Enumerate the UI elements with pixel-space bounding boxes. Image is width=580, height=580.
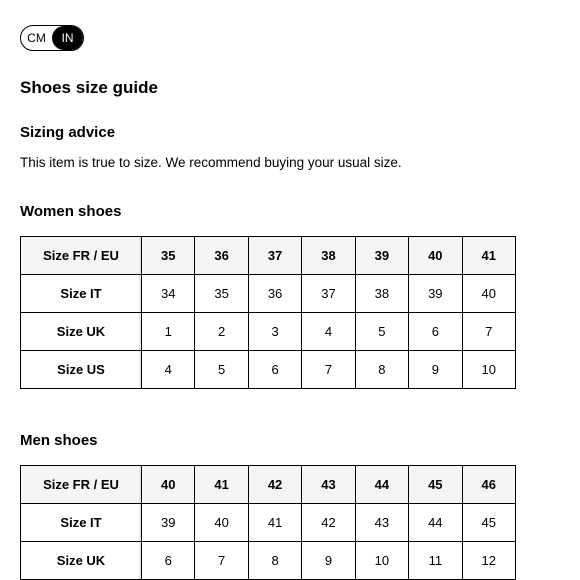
size-cell: 40 <box>462 275 515 313</box>
unit-option-in[interactable]: IN <box>52 26 83 50</box>
size-cell: 6 <box>248 351 301 389</box>
size-cell: 5 <box>195 351 248 389</box>
size-cell: 38 <box>302 237 355 275</box>
size-cell: 36 <box>248 275 301 313</box>
row-label: Size FR / EU <box>21 237 142 275</box>
size-cell: 46 <box>462 466 515 504</box>
size-cell: 34 <box>142 275 195 313</box>
size-cell: 40 <box>142 466 195 504</box>
row-label: Size US <box>21 351 142 389</box>
size-cell: 8 <box>248 542 301 580</box>
size-cell: 42 <box>302 504 355 542</box>
size-cell: 7 <box>195 542 248 580</box>
table-row <box>21 466 516 504</box>
row-label: Size IT <box>21 504 142 542</box>
size-cell: 40 <box>409 237 462 275</box>
size-cell: 42 <box>248 466 301 504</box>
size-cell: 1 <box>142 313 195 351</box>
sizing-advice-heading: Sizing advice <box>20 124 116 141</box>
table-row <box>21 351 516 389</box>
men-size-table <box>20 465 516 580</box>
size-cell: 40 <box>195 504 248 542</box>
table-row <box>21 542 516 580</box>
row-label: Size FR / EU <box>21 466 142 504</box>
unit-toggle[interactable] <box>20 25 84 51</box>
size-cell: 35 <box>142 237 195 275</box>
women-size-table <box>20 236 516 389</box>
size-cell: 35 <box>195 275 248 313</box>
row-label: Size UK <box>21 313 142 351</box>
unit-option-cm[interactable]: CM <box>27 31 46 45</box>
size-cell: 10 <box>355 542 408 580</box>
size-cell: 39 <box>355 237 408 275</box>
size-cell: 43 <box>302 466 355 504</box>
size-cell: 41 <box>248 504 301 542</box>
size-cell: 8 <box>355 351 408 389</box>
size-cell: 45 <box>409 466 462 504</box>
size-cell: 11 <box>409 542 462 580</box>
size-cell: 2 <box>195 313 248 351</box>
size-cell: 37 <box>248 237 301 275</box>
size-cell: 36 <box>195 237 248 275</box>
size-cell: 41 <box>195 466 248 504</box>
men-shoes-heading: Men shoes <box>20 432 98 449</box>
size-cell: 4 <box>302 313 355 351</box>
size-cell: 4 <box>142 351 195 389</box>
size-cell: 41 <box>462 237 515 275</box>
size-cell: 37 <box>302 275 355 313</box>
size-cell: 9 <box>302 542 355 580</box>
size-cell: 6 <box>142 542 195 580</box>
size-cell: 5 <box>355 313 408 351</box>
size-cell: 38 <box>355 275 408 313</box>
size-cell: 10 <box>462 351 515 389</box>
size-cell: 3 <box>248 313 301 351</box>
size-cell: 7 <box>302 351 355 389</box>
size-cell: 43 <box>355 504 408 542</box>
table-row <box>21 275 516 313</box>
table-row <box>21 313 516 351</box>
sizing-advice-text: This item is true to size. We recommend buying your usual size. <box>20 155 402 170</box>
size-cell: 45 <box>462 504 515 542</box>
women-shoes-heading: Women shoes <box>20 203 122 220</box>
size-cell: 9 <box>409 351 462 389</box>
size-cell: 7 <box>462 313 515 351</box>
page-title: Shoes size guide <box>20 78 158 97</box>
size-cell: 39 <box>409 275 462 313</box>
table-row <box>21 504 516 542</box>
size-cell: 39 <box>142 504 195 542</box>
size-cell: 44 <box>355 466 408 504</box>
row-label: Size UK <box>21 542 142 580</box>
size-cell: 12 <box>462 542 515 580</box>
size-cell: 44 <box>409 504 462 542</box>
row-label: Size IT <box>21 275 142 313</box>
table-row <box>21 237 516 275</box>
size-cell: 6 <box>409 313 462 351</box>
